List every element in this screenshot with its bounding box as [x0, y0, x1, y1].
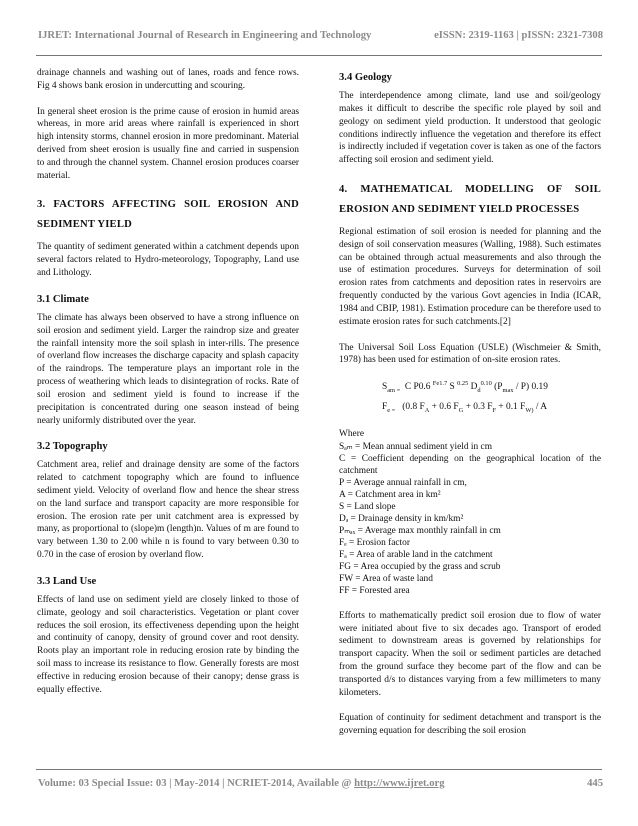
- subsection-heading-land-use: 3.3 Land Use: [37, 575, 97, 587]
- journal-link[interactable]: http://www.ijret.org: [354, 778, 445, 789]
- paragraph-factors: The quantity of sediment generated within a catchment depends upon several factors related to Hydro-meteorology, Topography, Land use and Lithology.: [37, 242, 299, 279]
- definition-item: FG = Area occupied by the grass and scrub: [339, 561, 501, 572]
- definition-item: Pₘₐₓ = Average max monthly rainfall in cm: [339, 525, 501, 536]
- footer-rule: [36, 769, 602, 770]
- running-header: [38, 30, 603, 41]
- definition-item: S = Land slope: [339, 501, 396, 512]
- equation-erosion-factor: $F_{e =}$ (0.8 $F_A + 0.6$ $F_G + 0.3$ $F_F + 0.1$ $F_{W)}$ / A: [382, 402, 548, 414]
- definition-item: FF = Forested area: [339, 585, 410, 596]
- subsection-heading-topography: 3.2 Topography: [37, 441, 108, 453]
- definition-item: C = Coefficient depending on the geographical location of the catchment: [339, 453, 601, 476]
- definition-item: Fₑ = Erosion factor: [339, 537, 410, 548]
- definition-item: P = Average annual rainfall in cm,: [339, 477, 467, 488]
- right-column: [339, 67, 601, 751]
- subsection-heading-geology: 3.4 Geology: [339, 72, 392, 83]
- equation-sediment-yield: $S_{am =}$ C P0.6 $^{Fe1.7}$ S $^{0.25}$ $D_d^{0.10}$ $(P_{max} / P)$ 0.19: [382, 379, 548, 394]
- running-footer: [38, 778, 603, 789]
- footer-issue-info: Volume: 03 Special Issue: 03 | May-2014 | NCRIET-2014, Available @: [38, 778, 355, 789]
- paragraph-usle: The Universal Soil Loss Equation (USLE) (Wischmeier & Smith, 1978) has been used for estimation of on-site erosion rates.: [339, 342, 601, 366]
- definition-item: A = Catchment area in km²: [339, 489, 441, 500]
- footer-text: [38, 778, 445, 789]
- subsection-heading-climate: 3.1 Climate: [37, 293, 89, 305]
- definition-item: Sₐₘ = Mean annual sediment yield in cm: [339, 441, 492, 452]
- definition-item: Dₔ = Drainage density in km/km²: [339, 513, 464, 524]
- paragraph-climate: The climate has always been observed to have a strong influence on soil erosion and sediment yield. Larger the raindrop size and greater the rainfall intensity more the soil splash in inter-rills. The presence of overland flow increases the discharge capacity and splash capacity of the raindrops. The temperature plays an important role in the process of weathering which leads to disintegration of rocks. Rate of soil erosion and sediment yield is found to increase if the precipitation is concentrated during one season instead of being nearly uniformly distributed over the year.: [37, 312, 299, 426]
- paragraph-topography: Catchment area, relief and drainage density are some of the factors related to catchment topography which are found to influence sediment yield. Velocity of overland flow and hence the shear stress on the land surface and transport capacity are more responsible for erosion. The erosion rate per unit catchment area is expressed by many, as proportional to (slope)m (length)n. Values of m are found to vary between 1.30 to 2.00 while n is found to vary between 0.30 to 0.70 in the case of erosion by overland flow.: [37, 460, 299, 561]
- left-column: [37, 67, 299, 709]
- variable-definitions: [339, 441, 601, 597]
- header-rule: [36, 55, 602, 56]
- issn: eISSN: 2319-1163 | pISSN: 2321-7308: [434, 30, 603, 41]
- where-label: Where: [339, 429, 364, 440]
- paragraph-continuity: Equation of continuity for sediment detachment and transport is the governing equation for describing the soil erosion: [339, 713, 601, 737]
- section-heading-factors: 3. FACTORS AFFECTING SOIL EROSION AND SEDIMENT YIELD: [37, 199, 299, 231]
- page-number: 445: [587, 778, 603, 789]
- paragraph-regional-estimation: Regional estimation of soil erosion is needed for planning and the design of soil conservation measures (Walling, 1988). Such estimates can be obtained through actual measurements and also through the use of estimation procedures. Surveys for determination of soil erosion rates from catchments and deposition rates in reservoirs are frequently conducted by the various Govt agencies in India (ICAR, 1984 and CBIP, 1981). Estimation procedure can be therefore used to estimate erosion rates for such catchments.[2]: [339, 226, 601, 327]
- paragraph-efforts: Efforts to mathematically predict soil erosion due to flow of water were initiated about five to six decades ago. Transport of eroded sediment to downstream areas is governed by relationships for transport capacity. When the soil or sediment particles are detached from the ground surface they become part of the flow and can be transported d/s to distances varying from a few millimeters to many kilometers.: [339, 610, 601, 698]
- section-heading-math-modelling: 4. MATHEMATICAL MODELLING OF SOIL EROSION AND SEDIMENT YIELD PROCESSES: [339, 183, 601, 215]
- paragraph-sheet-erosion: In general sheet erosion is the prime cause of erosion in humid areas whereas, in more arid areas where rainfall is experienced in short high intensity storms, channel erosion in more predominant. Material derived from sheet erosion is usually fine and carried in suspension to and through the channel system. Channel erosion produces coarser material.: [37, 106, 299, 181]
- definition-item: FW = Area of waste land: [339, 573, 433, 584]
- paragraph-intro: drainage channels and washing out of lanes, roads and fence rows. Fig 4 shows bank erosion in undercutting and scouring.: [37, 68, 299, 91]
- paragraph-geology: The interdependence among climate, land use and soil/geology makes it difficult to describe the specific role played by soil and geology on sediment yield production. It understood that geologic conditions indirectly influence the vegetation and therefore its effect is indirectly included if vegetation cover is taken as one of the factors affecting soil erosion and sediment yield.: [339, 91, 601, 166]
- definition-item: Fₐ = Area of arable land in the catchment: [339, 549, 493, 560]
- journal-title: IJRET: International Journal of Research in Engineering and Technology: [38, 30, 372, 41]
- paragraph-land-use: Effects of land use on sediment yield are closely linked to those of climate, geology and soil characteristics. Vegetation or plant cover reduces the soil erosion, its effectiveness depending upon the height and continuity of canopy, density of ground cover and root density. Roots play an important role in reducing erosion rate by binding the soil mass to increase its resistance to flow. Generally forests are most effective in reducing erosion because of their canopy; dense grass is equally effective.: [37, 594, 299, 695]
